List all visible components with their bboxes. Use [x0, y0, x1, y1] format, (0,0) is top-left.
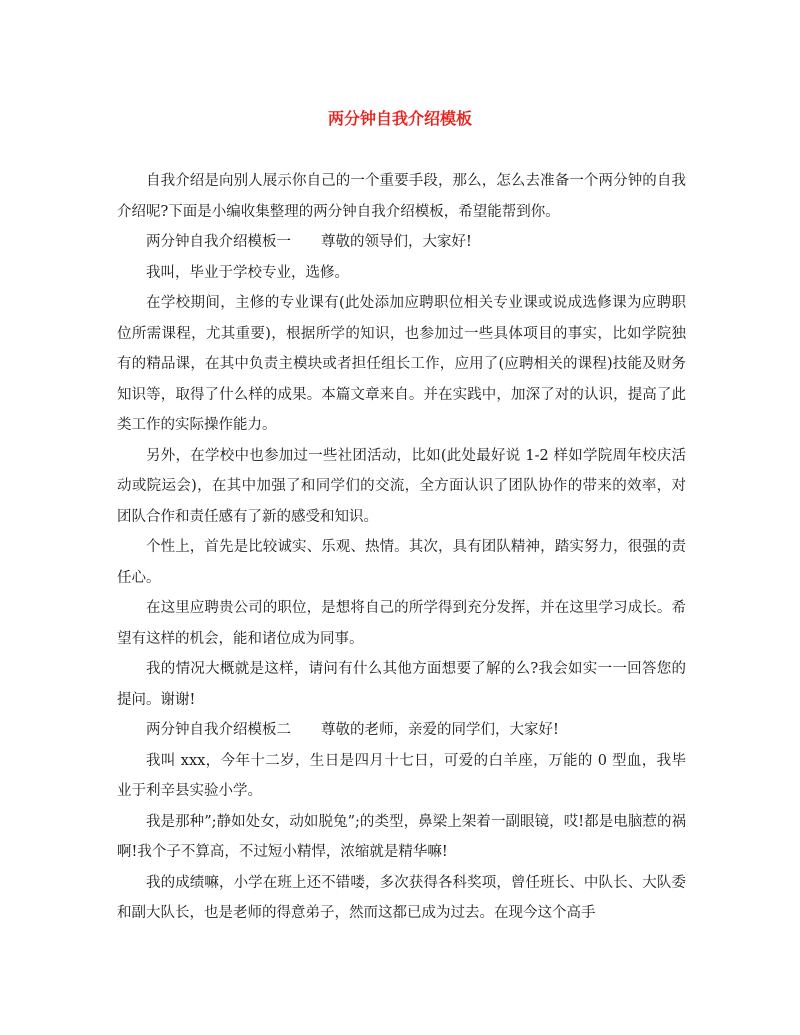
document-body	[117, 166, 686, 929]
template-two-heading: 两分钟自我介绍模板二	[146, 722, 291, 738]
paragraph-student-grades: 我的成绩嘛，小学在班上还不错喽，多次获得各科奖项，曾任班长、中队长、大队委和副大队长，也是老师的得意弟子，然而这都已成为过去。在现今这个高手	[117, 874, 686, 921]
paragraph-student-name: 我叫 xxx，今年十二岁，生日是四月十七日，可爱的白羊座，万能的 0 型血，我毕业于利辛县实验小学。	[117, 752, 686, 799]
template-two-greeting: 尊敬的老师，亲爱的同学们，大家好!	[321, 722, 559, 738]
paragraph-student-appearance: 我是那种”;静如处女，动如脱兔”;的类型，鼻梁上架着一副眼镜，哎!都是电脑惹的祸啊!我个子不算高，不过短小精悍，浓缩就是精华嘛!	[117, 813, 686, 860]
paragraph-application: 在这里应聘贵公司的职位，是想将自己的所学得到充分发挥，并在这里学习成长。希望有这样的机会，能和诸位成为同事。	[117, 600, 686, 647]
paragraph-closing: 我的情况大概就是这样，请问有什么其他方面想要了解的么?我会如实一一回答您的提问。谢谢!	[117, 661, 686, 708]
template-one-heading: 两分钟自我介绍模板一	[146, 234, 291, 250]
paragraph-intro: 自我介绍是向别人展示你自己的一个重要手段，那么，怎么去准备一个两分钟的自我介绍呢?下面是小编收集整理的两分钟自我介绍模板，希望能帮到你。	[117, 173, 686, 220]
paragraph-name: 我叫，毕业于学校专业，选修。	[146, 264, 349, 281]
document-title: 两分钟自我介绍模板	[327, 109, 472, 128]
template-two-heading-line	[117, 715, 686, 746]
template-one-greeting: 尊敬的领导们，大家好!	[321, 234, 472, 250]
template-one-heading-line	[117, 227, 686, 258]
paragraph-courses: 在学校期间，主修的专业课有(此处添加应聘职位相关专业课或说成选修课为应聘职位所需课程，尤其重要)，根据所学的知识，也参加过一些具体项目的事实，比如学院独有的精品课，在其中负责主模块或者担任组长工作，应用了(应聘相关的课程)技能及财务知识等，取得了什么样的成果。本篇文章来自。并在实践中，加深了对的认识，提高了此类工作的实际操作能力。	[117, 295, 686, 433]
paragraph-personality: 个性上，首先是比较诚实、乐观、热情。其次，具有团队精神，踏实努力，很强的责任心。	[117, 539, 686, 586]
paragraph-activities: 另外，在学校中也参加过一些社团活动，比如(此处最好说 1-2 样如学院周年校庆活动或院运会)，在其中加强了和同学们的交流，全方面认识了团队协作的带来的效率，对团队合作和责任感有了新的感受和知识。	[117, 447, 686, 525]
